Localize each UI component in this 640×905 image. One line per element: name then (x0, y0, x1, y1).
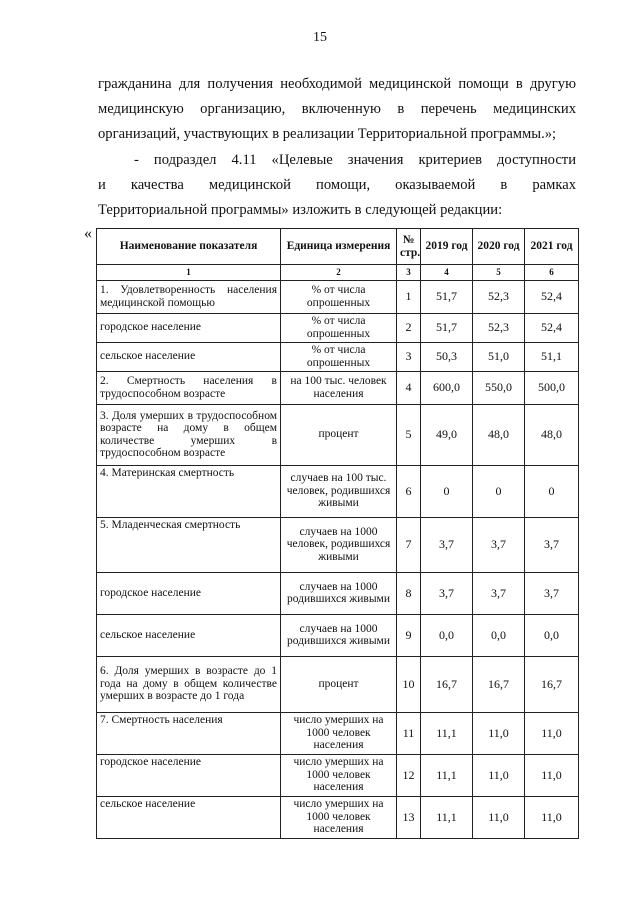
value-2020: 48,0 (473, 404, 525, 465)
column-number: 6 (525, 265, 579, 281)
indicator-name: 2. Смертность населения в трудоспособном возрасте (97, 371, 281, 404)
row-number: 13 (397, 796, 421, 838)
value-2019: 51,7 (421, 280, 473, 313)
value-2019: 11,1 (421, 712, 473, 754)
unit-cell: случаев на 100 тыс. человек, родившихся живыми (281, 465, 397, 517)
value-2021: 0,0 (525, 614, 579, 656)
table-row (97, 280, 579, 313)
indicator-name: городское население (97, 572, 281, 614)
value-2021: 0 (525, 465, 579, 517)
indicator-name: городское население (97, 754, 281, 796)
value-2021: 52,4 (525, 313, 579, 342)
value-2020: 0,0 (473, 614, 525, 656)
indicator-name: 3. Доля умерших в трудоспособном возрасте на дому в общем количестве умерших в трудоспособном возрасте (97, 404, 281, 465)
indicator-name: 6. Доля умерших в возрасте до 1 года на дому в общем количестве умерших в возрасте до 1 года (97, 656, 281, 712)
indicator-name: сельское население (97, 614, 281, 656)
row-number: 5 (397, 404, 421, 465)
value-2020: 11,0 (473, 712, 525, 754)
indicator-name: 1. Удовлетворенность населения медицинской помощью (97, 280, 281, 313)
value-2019: 11,1 (421, 754, 473, 796)
unit-cell: % от числа опрошенных (281, 280, 397, 313)
indicator-name: сельское население (97, 796, 281, 838)
unit-cell: на 100 тыс. человек населения (281, 371, 397, 404)
table-row (97, 342, 579, 371)
paragraph-line: - подраздел 4.11 «Целевые значения критериев доступности (134, 152, 576, 168)
column-number: 5 (473, 265, 525, 281)
indicator-name: 4. Материнская смертность (97, 465, 281, 517)
paragraph-line: Территориальной программы» изложить в следующей редакции: (98, 202, 503, 218)
row-number: 6 (397, 465, 421, 517)
row-number: 11 (397, 712, 421, 754)
value-2021: 48,0 (525, 404, 579, 465)
unit-cell: процент (281, 404, 397, 465)
column-number: 2 (281, 265, 397, 281)
value-2020: 3,7 (473, 572, 525, 614)
row-number: 7 (397, 517, 421, 572)
row-number: 4 (397, 371, 421, 404)
value-2019: 50,3 (421, 342, 473, 371)
table-row (97, 404, 579, 465)
unit-cell: число умерших на 1000 человек населения (281, 796, 397, 838)
unit-cell: % от числа опрошенных (281, 313, 397, 342)
row-number: 8 (397, 572, 421, 614)
value-2020: 550,0 (473, 371, 525, 404)
value-2021: 11,0 (525, 712, 579, 754)
table-row (97, 754, 579, 796)
column-number: 1 (97, 265, 281, 281)
indicator-name: 7. Смертность населения (97, 712, 281, 754)
paragraph-1 (98, 72, 576, 147)
value-2021: 11,0 (525, 754, 579, 796)
table-row (97, 712, 579, 754)
paragraph-line: и качества медицинской помощи, оказываемой в рамках (98, 177, 576, 193)
unit-cell: случаев на 1000 человек, родившихся живыми (281, 517, 397, 572)
value-2019: 600,0 (421, 371, 473, 404)
value-2020: 3,7 (473, 517, 525, 572)
row-number: 3 (397, 342, 421, 371)
table-row (97, 572, 579, 614)
value-2019: 3,7 (421, 517, 473, 572)
value-2020: 11,0 (473, 754, 525, 796)
value-2021: 500,0 (525, 371, 579, 404)
value-2019: 49,0 (421, 404, 473, 465)
indicator-name: городское население (97, 313, 281, 342)
header-2021: 2021 год (525, 229, 579, 265)
table-header-row (97, 229, 579, 265)
value-2020: 52,3 (473, 280, 525, 313)
value-2021: 51,1 (525, 342, 579, 371)
table-row (97, 517, 579, 572)
value-2019: 0,0 (421, 614, 473, 656)
header-unit: Единица измерения (281, 229, 397, 265)
value-2020: 52,3 (473, 313, 525, 342)
header-indicator-name: Наименование показателя (97, 229, 281, 265)
value-2020: 51,0 (473, 342, 525, 371)
row-number: 1 (397, 280, 421, 313)
header-2020: 2020 год (473, 229, 525, 265)
value-2021: 3,7 (525, 517, 579, 572)
paragraph-2 (98, 148, 576, 223)
value-2019: 3,7 (421, 572, 473, 614)
unit-cell: число умерших на 1000 человек населения (281, 754, 397, 796)
table-row (97, 796, 579, 838)
value-2020: 11,0 (473, 796, 525, 838)
value-2021: 16,7 (525, 656, 579, 712)
unit-cell: % от числа опрошенных (281, 342, 397, 371)
value-2019: 11,1 (421, 796, 473, 838)
unit-cell: процент (281, 656, 397, 712)
value-2019: 51,7 (421, 313, 473, 342)
column-number: 4 (421, 265, 473, 281)
paragraph-line: организаций, участвующих в реализации Территориальной программы.»; (98, 126, 557, 142)
table-row (97, 656, 579, 712)
unit-cell: случаев на 1000 родившихся живыми (281, 614, 397, 656)
table-row (97, 465, 579, 517)
header-2019: 2019 год (421, 229, 473, 265)
opening-quote-mark: « (84, 225, 92, 242)
value-2021: 3,7 (525, 572, 579, 614)
table-row (97, 371, 579, 404)
unit-cell: число умерших на 1000 человек населения (281, 712, 397, 754)
value-2020: 16,7 (473, 656, 525, 712)
value-2021: 52,4 (525, 280, 579, 313)
column-number-row (97, 265, 579, 281)
header-row-number: № стр. (397, 229, 421, 265)
row-number: 2 (397, 313, 421, 342)
value-2021: 11,0 (525, 796, 579, 838)
paragraph-line: гражданина для получения необходимой медицинской помощи в другую (98, 76, 576, 92)
indicator-name: сельское население (97, 342, 281, 371)
table-row (97, 313, 579, 342)
row-number: 12 (397, 754, 421, 796)
indicator-name: 5. Младенческая смертность (97, 517, 281, 572)
unit-cell: случаев на 1000 родившихся живыми (281, 572, 397, 614)
criteria-table (96, 228, 579, 839)
table-row (97, 614, 579, 656)
page-number: 15 (313, 30, 327, 45)
value-2019: 16,7 (421, 656, 473, 712)
row-number: 10 (397, 656, 421, 712)
value-2019: 0 (421, 465, 473, 517)
paragraph-line: медицинскую организацию, включенную в перечень медицинских (98, 101, 576, 117)
column-number: 3 (397, 265, 421, 281)
row-number: 9 (397, 614, 421, 656)
value-2020: 0 (473, 465, 525, 517)
